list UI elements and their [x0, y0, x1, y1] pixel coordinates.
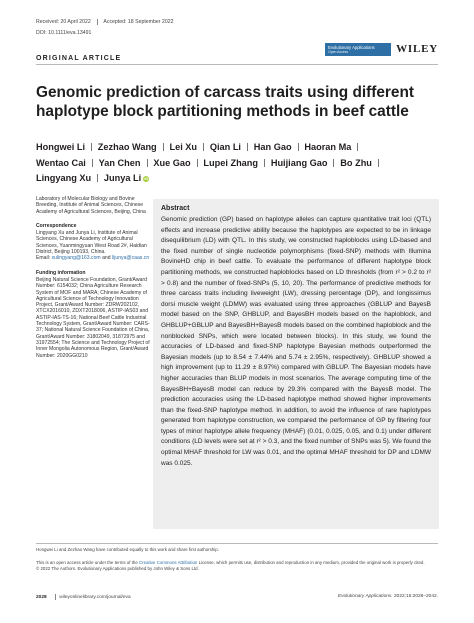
article-title: Genomic prediction of carcass traits using different haplotype block partitioning methods in beef cattle — [36, 84, 415, 120]
author-name[interactable]: Huijiang Gao — [270, 157, 328, 168]
license-text-1: This is an open access article under the terms of the — [36, 560, 138, 565]
citation — [338, 594, 438, 600]
received-date: Received: 20 April 2022 — [36, 19, 91, 25]
copyright-line: © 2022 The Authors. Evolutionary Applications published by John Wiley & Sons Ltd. — [36, 566, 199, 571]
funding-text: Beijing Natural Science Foundation, Grant/Award Number: 6154032; China Agriculture Research System of MOF and MARA; Chinese Academy of Agricultural Science of Technology Innovation Project, Grant/Award Number: ZDRW202102, XTCX2016010, ZDXT2018006, ASTIP-IAS03 and ASTIP-IAS-TS-16; National Beef Cattle Industrial Technology System, Grant/Award Number: CARS-37; National Natural Science Foundation of China, Grant/Award Number: 31802049, 31872975 and 31972554; The Science and Technology Project of Inner Mongolia Autonomous Region, Grant/Award Number: 2020GG0210 — [36, 276, 150, 359]
abstract-text: Genomic prediction (GP) based on haplotype alleles can capture quantitative trait loci (QTL) effects and increase predictive ability because the haplotypes are expected to be in linkage disequilibrium (LD) with QTL. In this study, we constructed haploblocks using LD-based and the fixed number of single nucleotide polymorphisms (fixed-SNP) methods with Illumina BovineHD chip in beef cattle. To evaluate the performance of different haplotype block partitioning methods, we constructed haploblocks based on LD thresholds (from r² > 0.2 to r² > 0.8) and the number of fixed-SNPs (5, 10, 20). The performance of predictive methods for three carcass traits including liveweight (LW), dressing percentage (DP), and longissimus dorsi muscle weight (LDMW) was evaluated using three approaches (GBLUP and BayesB model based on the SNP, GHBLUP, and BayesBH models based on the haploblock, and GHBLUP+GBLUP and BayesBH+BayesB models based on the combined haploblock and the nonblocked SNPs, which were located between blocks). In this study, we found the accuracies of LD-based and fixed-SNP haplotype Bayesian methods outperformed the Bayesian models (up to 8.54 ± 7.44% and 5.74 ± 2.95%, respectively). GHBLUP showed a high improvement (up to 11.29 ± 8.97%) compared with GBLUP. The Bayesian models have higher accuracies than BLUP models in most scenarios. The average computing time of the BayesBH+BayesB model can reduce by 29.3% compared with the BayesB model. The prediction accuracies using the LD-based haplotype method showed higher improvements than the fixed-SNP haplotype method. In addition, to avoid the influence of rare haplotypes generated from haplotype construction, we compared the performance of GP by filtering four types of minor haplotype allele frequency (MHAF) (0.01, 0.025, 0.05, and 0.1) under different conditions (LD levels were set at r² > 0.3, and the fixed number of SNPs was 5). We found the optimal MHAF threshold for LW was 0.01, and the optimal MHAF threshold for DP and LDMW was 0.025. — [161, 216, 431, 467]
affiliation: Laboratory of Molecular Biology and Bovine Breeding, Institute of Animal Sciences, Chinese Academy of Agricultural Sciences, Beijing, China — [36, 196, 146, 215]
journal-badge-name: Evolutionary Applications — [328, 44, 375, 50]
journal-badge[interactable] — [325, 43, 391, 56]
author-separator — [197, 159, 198, 167]
meta-divider — [97, 19, 98, 25]
orcid-icon[interactable]: iD — [144, 176, 149, 181]
author-name[interactable]: Lupei Zhang — [203, 157, 259, 168]
publisher-brand — [325, 43, 438, 56]
author-separator — [247, 143, 248, 151]
author-separator — [147, 159, 148, 167]
citation-volume: 2022;15:2028–2042. — [393, 594, 438, 599]
correspondence-address: Lingyang Xu and Junya Li, Institute of Animal Sciences, Chinese Academy of Agricultural Sciences, Yuanmingyuan West Road 2#, Haidian District, Beijing 100193, China. — [36, 230, 147, 256]
author-separator — [92, 159, 93, 167]
article-info-column — [36, 196, 150, 359]
author-separator — [264, 159, 265, 167]
correspondence-heading: Correspondence — [36, 222, 77, 229]
author-name[interactable]: Haoran Ma — [304, 142, 352, 152]
license-statement — [36, 560, 438, 572]
citation-journal: Evolutionary Applications. — [337, 594, 393, 599]
author-name[interactable]: Lei Xu — [169, 142, 198, 152]
accepted-date: Accepted: 18 September 2022 — [103, 19, 174, 25]
email-link[interactable]: lijunya@caas.cn — [111, 255, 150, 262]
email-link[interactable]: xulingyang@163.com — [51, 255, 101, 262]
author-name[interactable]: Wentao Cai — [36, 157, 86, 168]
author-name[interactable]: Lingyang Xu — [36, 173, 92, 183]
author-name[interactable]: Bo Zhu — [340, 157, 372, 168]
received-accepted-line — [36, 19, 173, 25]
page-number: 2028 — [36, 594, 47, 600]
author-name[interactable]: Hongwei Li — [36, 142, 85, 152]
doi[interactable]: DOI: 10.1111/eva.13491 — [36, 30, 92, 36]
header-rule — [36, 64, 438, 65]
journal-badge-open-access: Open Access — [328, 49, 349, 54]
equal-contribution-note: Hongwei Li and Zezhao Wang have contributed equally to this work and share first authorship. — [36, 547, 219, 552]
journal-url[interactable]: wileyonlinelibrary.com/journal/eva — [59, 594, 131, 600]
author-name[interactable]: Qian Li — [209, 142, 241, 152]
email-label: Email: — [36, 255, 51, 262]
footnote-rule — [36, 543, 438, 544]
license-text-2: License, which permits use, distribution and reproduction in any medium, provided the original work is properly cited. — [198, 560, 425, 565]
footer-divider — [55, 594, 56, 600]
author-separator — [163, 143, 164, 151]
license-link[interactable]: Creative Commons Attribution — [139, 560, 198, 565]
email-and: and — [102, 255, 111, 262]
funding-heading: Funding information — [36, 269, 86, 276]
author-name[interactable]: Xue Gao — [153, 157, 191, 168]
author-separator — [91, 143, 92, 151]
abstract-heading: Abstract — [161, 205, 190, 212]
author-name[interactable]: Junya Li — [103, 173, 142, 183]
author-name[interactable]: Yan Chen — [98, 157, 141, 168]
author-separator — [333, 159, 334, 167]
correspondence-text — [36, 230, 150, 261]
footer-left — [36, 594, 131, 600]
author-separator — [97, 174, 98, 182]
article-type: ORIGINAL ARTICLE — [36, 55, 122, 62]
author-name[interactable]: Han Gao — [253, 142, 292, 152]
author-separator — [357, 143, 358, 151]
author-separator — [378, 159, 379, 167]
abstract-panel — [153, 199, 439, 529]
publisher-logo: WILEY — [396, 43, 438, 56]
author-list — [36, 140, 436, 187]
author-separator — [203, 143, 204, 151]
page-footer — [36, 594, 438, 600]
author-name[interactable]: Zezhao Wang — [97, 142, 157, 152]
author-separator — [298, 143, 299, 151]
